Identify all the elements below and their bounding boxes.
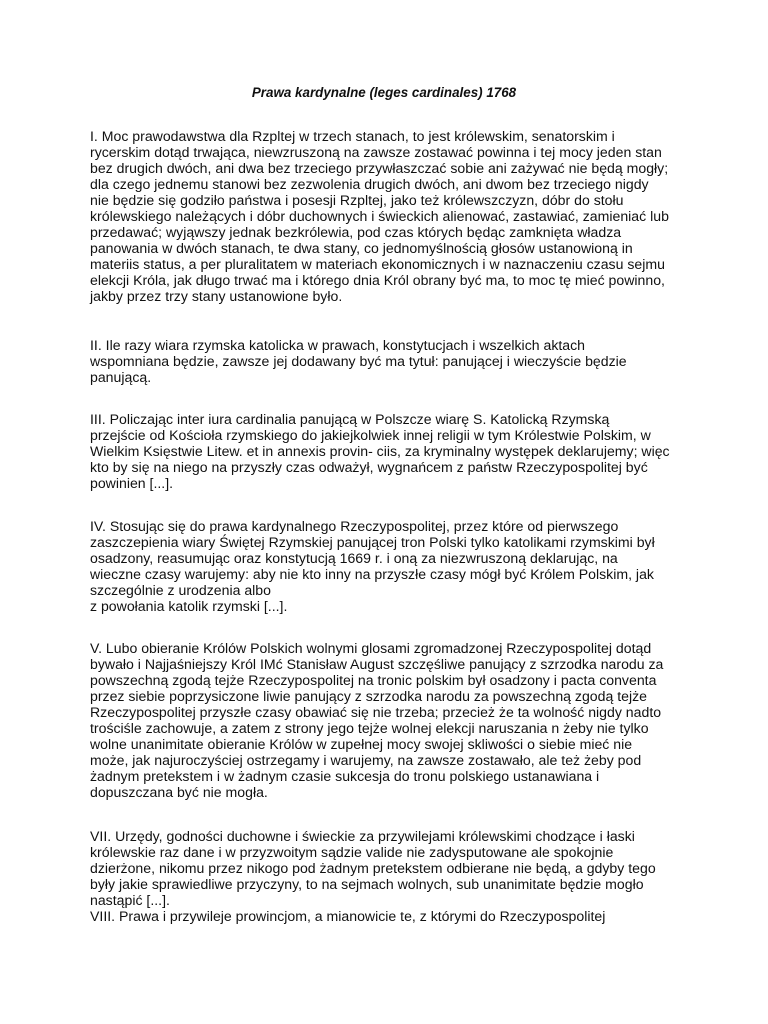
paragraph-article-1: I. Moc prawodawstwa dla Rzpltej w trzech stanach, to jest królewskim, senatorskim i rycerskim dotąd trwająca, niewzruszoną na zawsze zostawać powinna i tej mocy jeden stan bez drugich dwóch, ani dwa bez trzeciego przywłaszczać sobie ani zażywać nie będą mogły; dla czego jednemu stanowi bez zezwolenia drugich dwóch, ani dwom bez trzeciego nigdy nie będzie się godziło państwa i posesji Rzpltej, jako też królewszczyzn, dóbr do stołu królewskiego należących i dóbr duchownych i świeckich alienować, zastawiać, zamieniać lub przedawać; wyjąwszy jednak bezkrólewia, pod czas których będąc zamknięta władza panowania w dwóch stanach, te dwa stany, co jednomyślnością głosów ustanowioną in materiis status, a per pluralitatem w materiach ekonomicznych i w naznaczeniu czasu sejmu elekcji Króla, jak długo trwać ma i którego dnia Król obrany być ma, to moc tę mieć powinno, jakby przez trzy stany ustanowione było. <box>90 128 669 304</box>
paragraph-article-4: IV. Stosując się do prawa kardynalnego Rzeczypospolitej, przez które od pierwszego zaszczepienia wiary Świętej Rzymskiej panującej tron Polski tylko katolikami rzymskimi był osadzony, reasumując oraz konstytucją 1669 r. i oną za niezwruszoną deklarując, na wieczne czasy warujemy: aby nie kto inny na przyszłe czasy mógł być Królem Polskim, jak szczególnie z urodzenia albo z powołania katolik rzymski [...]. <box>90 518 655 614</box>
paragraph-article-2: II. Ile razy wiara rzymska katolicka w prawach, konstytucjach i wszelkich aktach wspomniana będzie, zawsze jej dodawany być ma tytuł: panującej i wieczyście będzie panującą. <box>90 337 627 385</box>
paragraph-article-5: V. Lubo obieranie Królów Polskich wolnymi glosami zgromadzonej Rzeczypospolitej dotąd bywało i Najjaśniejszy Król IMć Stanisław August szczęśliwe panujący z szrzodka narodu za powszechną zgodą tejże Rzeczypospolitej na tronic polskim był osadzony i pacta conventa przez siebie poprzysiczone liwie panujący z szrzodka narodu za powszechną zgodą tejże Rzeczypospolitej przyszłe czasy obawiać się nie trzeba; przecież że ta wolność nigdy nadto trościśle zachowuje, a zatem z strony jego tejże wolnej elekcji naruszania n żeby nie tylko wolne unanimitate obieranie Królów w zupełnej mocy swojej skliwości o siebie mieć nie może, jak najuroczyściej ostrzegamy i warujemy, na zawsze zostawało, ale też żeby pod żadnym pretekstem i w żadnym czasie sukcesja do tronu polskiego ustanawiana i dopuszczana być nie mogła. <box>90 640 664 800</box>
paragraph-article-3: III. Policzając inter iura cardinalia panującą w Polszcze wiarę S. Katolicką Rzymską przejście od Kościoła rzymskiego do jakiejkolwiek innej religii w tym Królestwie Polskim, w Wielkim Księstwie Litew. et in annexis provin- ciis, za kryminalny występek deklarujemy; więc kto by się na niego na przyszły czas odważył, wygnańcem z państw Rzeczypospolitej być powinien [...]. <box>90 411 670 491</box>
document-title: Prawa kardynalne (leges cardinales) 1768 <box>251 85 517 100</box>
paragraph-article-7-8: VII. Urzędy, godności duchowne i świeckie za przywilejami królewskimi chodzące i łaski królewskie raz dane i w przyzwoitym sądzie valide nie zadysputowane ale spokojnie dzierżone, nikomu przez nikogo pod żadnym pretekstem odbierane nie będą, a gdyby tego były jakie sprawiedliwe przyczyny, to na sejmach wolnych, sub unanimitate będzie mogło nastąpić [...]. VIII. Prawa i przywileje prowincjom, a mianowicie te, z którymi do Rzeczypospolitej <box>90 828 656 924</box>
